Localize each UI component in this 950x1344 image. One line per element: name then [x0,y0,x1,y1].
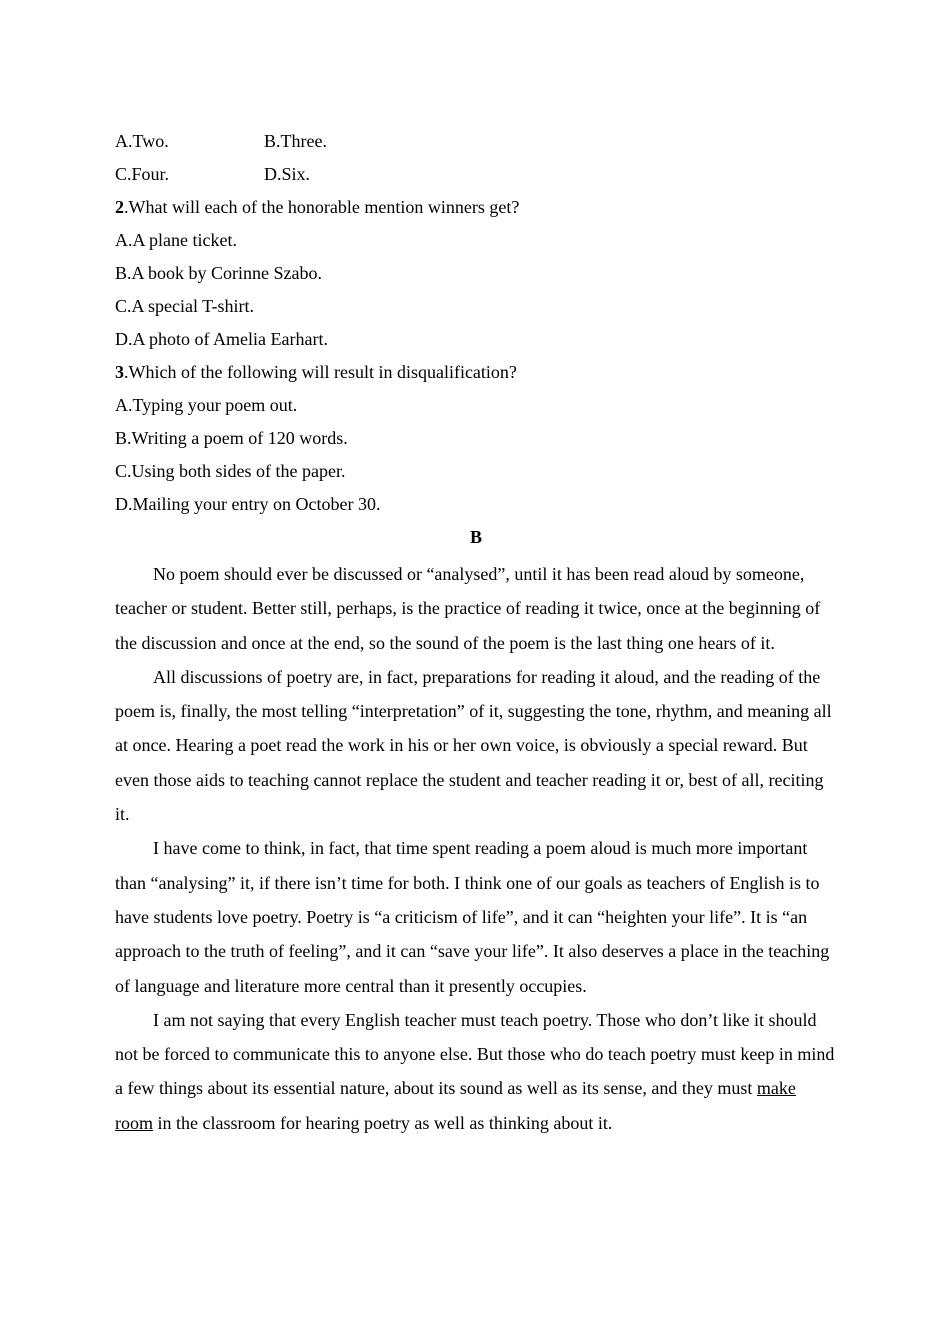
q1-options-row-2 [115,161,837,194]
q2-stem [115,194,837,227]
q1-option-b: B.Three. [264,131,327,151]
passage-paragraph-1: No poem should ever be discussed or “analysed”, until it has been read aloud by someone, teacher or student. Better still, perhaps, is the practice of reading it twice, once at the beginning of the discussion and once at the end, so the sound of the poem is the last thing one hears of it. [115,564,821,653]
underlined-phrase: make room [115,1078,796,1133]
q2-option-a: A.A plane ticket. [115,230,237,250]
paragraph-4-text-start: I am not saying that every English teacher must teach poetry. Those who don’t like it should not be forced to communicate this to anyone else. But those who do teach poetry must keep in mind a few things about its essential nature, about its sound as well as its sense, and they must [115,1009,835,1099]
q2-option-c: C.A special T-shirt. [115,296,254,316]
passage-paragraph-3: I have come to think, in fact, that time spent reading a poem aloud is much more important than “analysing” it, if there isn’t time for both. I think one of our goals as teachers of English is to have students love poetry. Poetry is “a criticism of life”, and it can “heighten your life”. It is “an approach to the truth of feeling”, and it can “save your life”. It also deserves a place in the teaching of language and literature more central than it presently occupies. [115,838,830,996]
document-page [115,128,837,1140]
q1-option-c: C.Four. [115,164,170,184]
q2-option-b: B.A book by Corinne Szabo. [115,263,322,283]
q2-option-d: D.A photo of Amelia Earhart. [115,329,328,349]
q1-option-d: D.Six. [264,164,311,184]
section-b-heading: B [469,527,482,547]
q3-option-d: D.Mailing your entry on October 30. [115,494,381,514]
q3-option-c: C.Using both sides of the paper. [115,461,346,481]
q2-number: 2 [115,197,124,217]
q1-option-a: A.Two. [115,131,169,151]
q3-option-b: B.Writing a poem of 120 words. [115,428,348,448]
q1-options-row-1 [115,128,837,161]
q2-stem-text: .What will each of the honorable mention winners get? [124,197,520,217]
q3-stem [115,359,837,392]
passage-paragraph-2: All discussions of poetry are, in fact, preparations for reading it aloud, and the reading of the poem is, finally, the most telling “interpretation” of it, suggesting the tone, rhythm, and meaning all at once. Hearing a poet read the work in his or her own voice, is obviously a special reward. But even those aids to teaching cannot replace the student and teacher reading it or, best of all, reciting it. [115,666,832,825]
q3-option-a: A.Typing your poem out. [115,395,298,415]
q3-number: 3 [115,362,124,382]
paragraph-4-text-end: in the classroom for hearing poetry as well as thinking about it. [153,1112,613,1133]
q3-stem-text: .Which of the following will result in disqualification? [124,362,517,382]
passage-paragraph-4 [115,1003,837,1140]
